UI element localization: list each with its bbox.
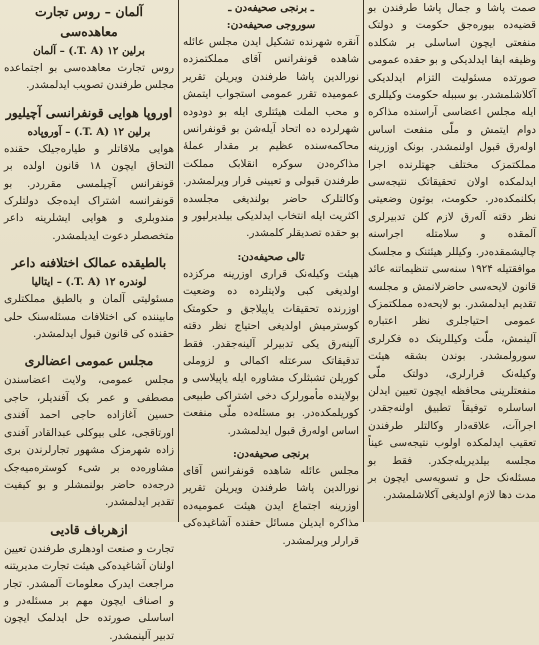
column-divider [363, 0, 364, 522]
article-headline: آلمان – روس تجارت معاهده‌سی [34, 4, 144, 39]
article-dateline: برلین ۱۲ (T. A.) – آلمان [33, 45, 145, 57]
article-headline: اوروپا هوایی قونفرانسی آچیلیور [5, 104, 173, 120]
article-body: مجلس عمومی، ولایت اعضاسندن مصطفی و عمر بک آفندیلر، حاجی حسین آغازاده حاجی احمد آفندی اورتاقجی، علی بیوکلی عبدالقادر آفندی زاده شهرمزک مشهور تجارلرندن بری مشاوره‌ده بر شیء کوستره‌میه‌جک درجه‌ده حاضر بولنمشلر و بو کیفیت تقدیر ایدلمشدر. [4, 374, 174, 509]
left-column [4, 0, 174, 642]
article-dateline: لوندره ۱۲ (T. A.) – ایتالیا [31, 276, 147, 289]
article-headline: بالطیقده عمالک اختلافنه داعر [11, 255, 167, 271]
article-body: آنقره شهرنده تشکیل ایدن مجلس عائله شاهده قونفرانس آقای مملکتمزده نورالدین پاشا طرفندن ویریلن تقریر عمومیده تقرر عمومی استجواب ایتمش و محب الملت هیئتلری ایله بو دودوده شهرلرده ده اتحاد آیله‌شن بو قونفرانس محاکمه‌سنده عظیم بر مقدار عملهٔ مذاکره‌دن سوکره انقلابک مملکت طرفندن قبولی و تعیینی قرار ویرلمشدر. وکالتلرک حاضر بولندیغی مجلسده اکثریت ایله انتخاب ایدلدیکی بیلدیرلیور و بو حقده تصدیقلر کلمشدر. [183, 36, 359, 240]
continuation-marker: تالی صحیفه‌دن: [237, 250, 305, 263]
continuation-marker: برنجی صحیفه‌دن: [232, 447, 310, 460]
continuation-marker: ـ برنجی صحیفه‌دن ـ [228, 2, 314, 14]
article-headline: ازهرباف قادیی [50, 521, 128, 537]
article-headline: مجلس عمومی اعضالری [24, 353, 154, 369]
column-divider [178, 0, 179, 522]
article-body: صمت پاشا و جمال پاشا طرفندن بو قضیه‌ده بیوره‌جق حکومت و دولتک منفعتی ایچون اساسلی بر شکلده وظیفه ایفا ایدلدیکی و بو حقده عمومی صورتده مسئولیت التزام ایدلدیکی آکلاشلمشدر. بو سببله حکومت وکیللری ایله مجلس اعضاسی آراسنده مذاکره دوام ایتمش و ملّی منفعت اساس اوله‌رق قبول اولنمشدر. بونک اوزرینه مملکتمزک مختلف جهتلرنده اجرا ایدلمکده اولان تحقیقاتک نتیجه‌سی بکلنمکده‌در. حکومت، بوتون وضعیتی نظر دقته آله‌رق لازم کلن تدبیرلری آلمقده و سلامتله اجراسنه چالیشمقده‌در. وکیللر هیئتنک و مجلسک موافقتیله ۱۹۲۴ سنه‌سی تنظیماتنه عائد قانون لایحه‌سی حاضرلانمش و مجلسه تقدیم ایدلمشدر. بو لایحه‌ده مملکتمزک عمومی احتیاجلری نظر اعتباره آلینمش، ملّت وکیللرینک ده فکرلری سورولمشدر. بوندن بشقه هیئت وکیله‌نک قرارلری، دولتک ملّی منفعتلرینی محافظه ایچون تعیین ایدلن اساسلره توفیقاً تطبیق اولنه‌جقدر. اجراآت، علاقه‌دار وکالتلر طرفندن تعقیب ایدلمکده اولوب نتیجه‌سی عیناً مجلسه بیلدیریله‌جکدر. فقط بو مسئله‌نک حل و تسویه‌سی ایچون بر مدت دها لازم اولدیغی آکلاشلمشدر. [368, 2, 536, 502]
article-body: مسئولیتی آلمان و بالطیق مملکتلری مابیننده کی اختلافات مسئله‌سنک حلی حقنده کی قانون قبول ایدلمشدر. [4, 293, 174, 341]
article-dateline: برلین ۱۲ (T. A.) – آوروپاده [27, 125, 151, 138]
article-body: مجلس عائله شاهده قونفرانس آقای نورالدین پاشا طرفندن ویریلن تقریر اوزرینه اجتماع ایدن هیئت عمومیه‌ده مذاکره ایدیلن مسائل حقنده آشاغیده‌کی قرارلر ویرلمشدر. [183, 464, 359, 547]
article-body: هوایی ملاقاتلر و طیاره‌جیلک حقنده التحاق ایچون ۱۸ قانون اولده بر قونفرانس آچیلمسی مقرردر. بو قونفرانسه اشتراک ایده‌جک دولتلرک مندوبلری و هوایی ایشلرینه داعر متخصصلر دعوت ایدیلمشدر. [4, 142, 174, 242]
right-column [368, 0, 536, 522]
article-body: هیئت وکیله‌نک قراری اوزرینه مرکزده اولدیغی کبی ولایتلرده ده وضعیت اوزرنده تحقیقات یاپیلاجق و حکومتک کوسترمیش اولدیغی احتیاج نظر دقته آلینه‌رق یکی تدبیرلر آلینه‌جقدر. فقط تدقیقاتک سرعتله اکمالی و لزوملی کوریلن تشبثلرک مشاوره ایله یاپیلاسی و بولاینده مأمورلرک دخی اشتراکی طبیعی کوریلمکده‌در. بو مسئله‌ده ملّی منفعت اساس اوله‌رق قبول ایدلمشدر. [183, 267, 359, 437]
continuation-marker: سوروجی صحیفه‌دن: [226, 19, 316, 31]
middle-column [183, 0, 359, 547]
article-body: تجارت و صنعت اودهلری طرفندن تعیین اولنان آشاغیده‌کی هیئت تجارت مدیریتنه مراجعت ایدرک معلومات آلمشدر. تجار و اصناف ایچون مهم بر مسئله‌در و اساسلی صورتده حل ایدلمک ایچون تدبیر آلینمشدر. [4, 542, 174, 642]
article-body: روس تجارت معاهده‌سی بو اجتماعده مجلس طرفندن تصویب ایدلمشدر. [4, 62, 174, 92]
